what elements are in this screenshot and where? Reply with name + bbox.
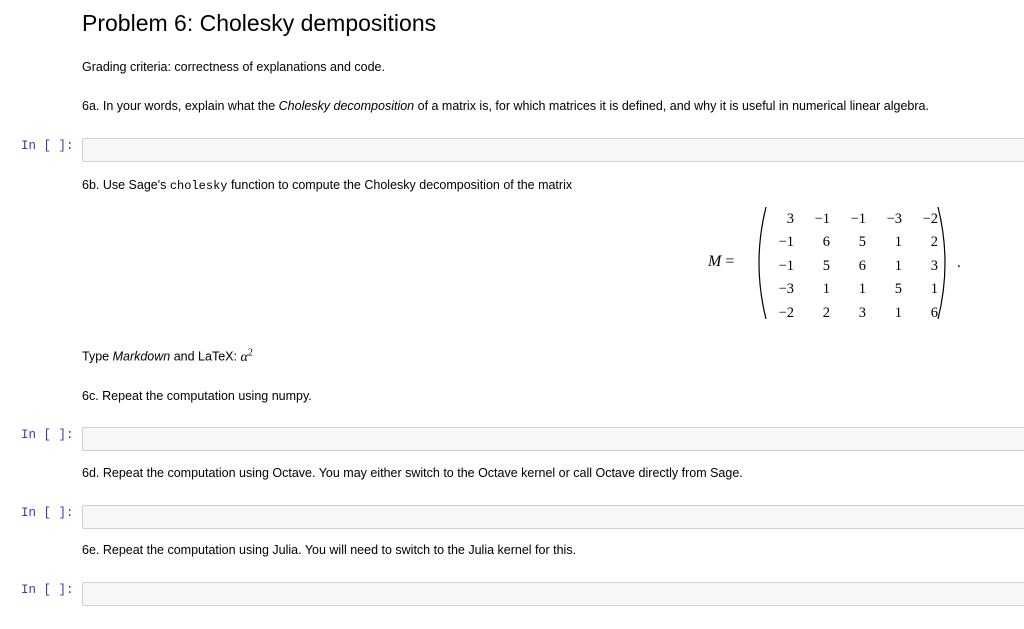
markdown-hint-text-2: and LaTeX: [170,349,241,364]
matrix-cell: −2 [778,304,794,321]
matrix-cell: −1 [850,211,866,227]
code-cell-input-4[interactable] [82,582,1024,606]
alpha-exponent: 2 [247,347,253,358]
question-6a-emphasis: Cholesky decomposition [278,99,415,113]
matrix-cell: −2 [922,211,938,227]
matrix-cell: 3 [858,304,866,321]
matrix-cell: 1 [930,281,938,298]
matrix-cell: −3 [886,211,902,227]
matrix-cell: 5 [822,257,830,274]
matrix-cell: −1 [814,211,830,227]
question-6b-code: cholesky [169,179,228,193]
matrix [754,205,950,321]
question-6d: 6d. Repeat the computation using Octave. You may either switch to the Octave kernel or call Octave directly from Sage. [82,466,743,480]
matrix-cell: 2 [930,234,938,251]
alpha-symbol: α [240,349,248,365]
matrix-equals: = [725,253,735,270]
matrix-grid [764,208,944,325]
question-6a [82,99,929,113]
matrix-cell: 2 [822,304,830,321]
matrix-cell: 3 [930,257,938,274]
matrix-cell: 1 [894,304,902,321]
code-cell-input-3[interactable] [82,505,1024,529]
markdown-hint [82,347,253,366]
matrix-cell: 6 [822,234,830,251]
cell-prompt-2: In [ ]: [21,428,74,442]
grading-criteria-text: Grading criteria: correctness of explanations and code. [82,60,385,74]
matrix-cell: 5 [858,234,866,251]
matrix-cell: 1 [894,234,902,251]
matrix-cell: −3 [778,281,794,298]
question-6c: 6c. Repeat the computation using numpy. [82,389,312,403]
matrix-label [708,253,734,271]
code-cell-input-2[interactable] [82,427,1024,451]
question-6a-text-2: of a matrix is, for which matrices it is defined, and why it is useful in numerical linear algebra. [414,99,929,113]
matrix-terminator: . [957,255,961,271]
question-6b [82,178,572,193]
question-6a-text-1: 6a. In your words, explain what the [82,99,279,113]
cell-prompt-1: In [ ]: [21,139,74,153]
matrix-cell: −1 [778,234,794,251]
matrix-cell: 6 [930,304,938,321]
problem-title: Problem 6: Cholesky dempositions [82,10,437,36]
cell-prompt-3: In [ ]: [21,506,74,520]
matrix-cell: 1 [858,281,866,298]
question-6b-text-2: function to compute the Cholesky decomposition of the matrix [227,178,573,192]
matrix-cell: 1 [822,281,830,298]
alpha-squared [240,347,253,365]
question-6e: 6e. Repeat the computation using Julia. You will need to switch to the Julia kernel for this. [82,543,577,557]
cell-prompt-4: In [ ]: [21,583,74,597]
code-cell-input-1[interactable] [82,138,1024,162]
matrix-cell: 5 [894,281,902,298]
matrix-cell: 1 [894,257,902,274]
question-6b-text-1: 6b. Use Sage's [82,178,170,192]
matrix-cell: −1 [778,257,794,274]
markdown-hint-emphasis: Markdown [112,349,171,364]
matrix-cell: 6 [858,257,866,274]
matrix-name: M [708,253,722,270]
matrix-cell: 3 [786,211,794,227]
markdown-hint-text-1: Type [82,349,113,364]
